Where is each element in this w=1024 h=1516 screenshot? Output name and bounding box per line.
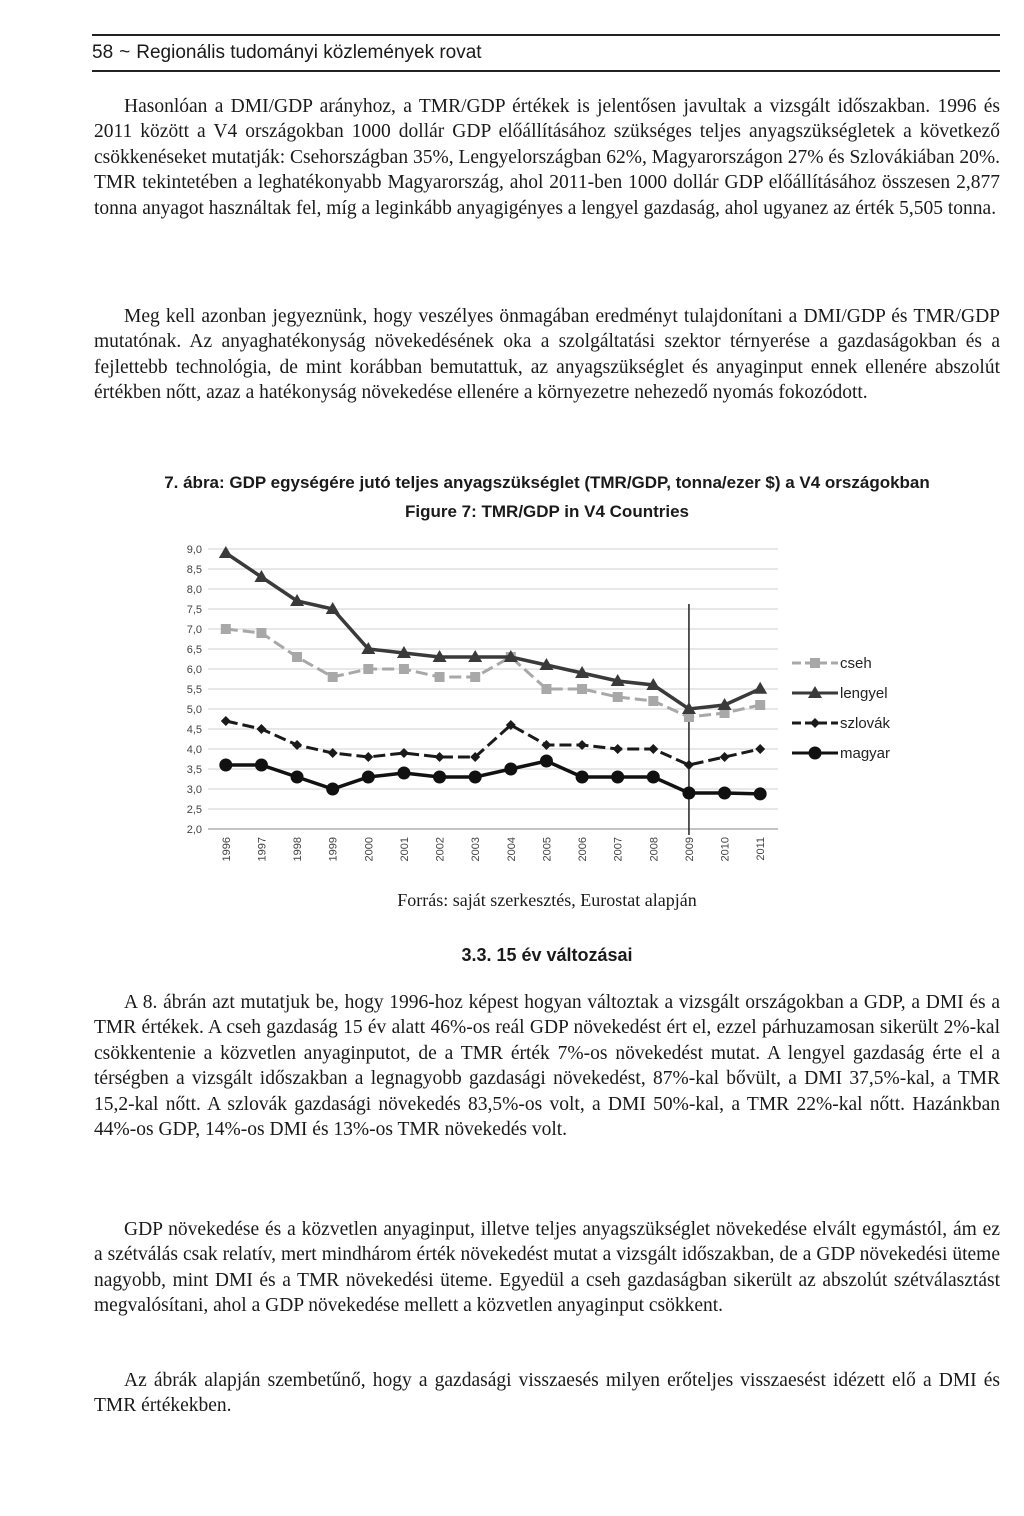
- x-tick-label: 2009: [683, 837, 696, 862]
- x-tick-label: 2002: [434, 837, 447, 862]
- data-point-circle: [362, 771, 375, 784]
- data-point-diamond: [720, 752, 730, 762]
- data-point-diamond: [435, 752, 445, 762]
- x-tick-label: 1999: [327, 837, 340, 862]
- data-point-square: [221, 624, 231, 634]
- series-line-diamond: [226, 721, 760, 765]
- figure-title-hu: 7. ábra: GDP egységére jutó teljes anyagszükséglet (TMR/GDP, tonna/ezer $) a V4 országokban: [164, 473, 930, 492]
- data-point-circle: [540, 755, 553, 768]
- data-point-circle: [433, 771, 446, 784]
- legend-marker-circle: [809, 747, 822, 760]
- x-tick-label: 2005: [541, 837, 554, 862]
- data-point-square: [435, 672, 445, 682]
- y-tick-label: 9,0: [186, 544, 202, 556]
- y-tick-label: 3,5: [186, 764, 202, 776]
- data-point-diamond: [755, 744, 765, 754]
- y-tick-label: 5,5: [186, 684, 202, 696]
- y-tick-label: 8,0: [186, 584, 202, 596]
- data-point-circle: [718, 787, 731, 800]
- legend-label: magyar: [840, 745, 891, 762]
- legend-marker-diamond: [810, 718, 820, 728]
- data-point-square: [755, 700, 765, 710]
- x-tick-label: 2004: [505, 837, 518, 862]
- paragraph-2: Meg kell azonban jegyeznünk, hogy veszélyes önmagában eredményt tulajdonítani a DMI/GDP és TMR/GDP mutatónak. Az anyaghatékonyság növekedésének oka a szolgáltatási szektor térnyerése a gazdaságokban és a fejlettebb technológia, de mint korábban bemutattuk, az anyagszükséglet és anyaginput ennek ellenére abszolút értékben nőtt, azaz a hatékonyság növekedése ellenére a környezetre nehezedő nyomás fokozódott.: [94, 306, 1000, 404]
- x-tick-label: 2011: [755, 837, 768, 861]
- x-tick-label: 1997: [256, 837, 269, 862]
- legend-label: szlovák: [840, 715, 891, 732]
- data-point-circle: [469, 771, 482, 784]
- y-tick-label: 4,5: [186, 724, 202, 736]
- data-point-circle: [754, 787, 767, 800]
- header-separator: ~: [119, 42, 131, 63]
- data-point-circle: [647, 771, 660, 784]
- paragraph-5: Az ábrák alapján szembetűnő, hogy a gazdasági visszaesés milyen erőteljes visszaesést idézett elő a DMI és TMR értékekben.: [94, 1370, 1000, 1417]
- data-point-square: [577, 684, 587, 694]
- x-tick-label: 1998: [292, 837, 305, 862]
- data-point-triangle: [753, 682, 767, 694]
- data-point-circle: [504, 763, 517, 776]
- x-tick-label: 2007: [612, 837, 625, 862]
- data-point-square: [256, 628, 266, 638]
- data-point-circle: [576, 771, 589, 784]
- y-tick-label: 7,0: [186, 624, 202, 636]
- x-tick-label: 2006: [577, 837, 590, 862]
- data-point-diamond: [613, 744, 623, 754]
- data-point-diamond: [221, 716, 231, 726]
- x-tick-label: 2000: [363, 837, 376, 862]
- data-point-square: [399, 664, 409, 674]
- series-line-triangle: [226, 553, 760, 709]
- legend-marker-square: [810, 658, 820, 668]
- paragraph-4: GDP növekedése és a közvetlen anyaginput, illetve teljes anyagszükséglet növekedése elvált egymástól, ám ez a szétválás csak relatív, mert mindhárom érték növekedést mutat a vizsgált időszakban, de a GDP növekedési üteme nagyobb, mint DMI és a TMR növekedési üteme. Egyedül a cseh gazdaságban sikerült az abszolút szétválasztást megvalósítani, ahol a GDP növekedése mellett a közvetlen anyaginput csökkent.: [94, 1219, 1000, 1317]
- data-point-diamond: [256, 724, 266, 734]
- y-tick-label: 6,0: [186, 664, 202, 676]
- legend-label: lengyel: [840, 685, 888, 702]
- section-heading: 3.3. 15 év változásai: [461, 945, 633, 965]
- paragraph-1: Hasonlóan a DMI/GDP arányhoz, a TMR/GDP értékek is jelentősen javultak a vizsgált időszakban. 1996 és 2011 között a V4 országokban 1000 dollár GDP előállításához szükséges teljes anyagszükségletek a következő csökkenéseket mutatják: Csehországban 35%, Lengyelországban 62%, Magyarországon 27% és Szlovákiában 20%. TMR tekintetében a leghatékonyabb Magyarország, ahol 2011-ben 1000 dollár GDP előállításához összesen 2,877 tonna anyagot használtak fel, míg a leginkább anyagigényes a lengyel gazdaság, ahol ugyanez az érték 5,505 tonna.: [94, 96, 1000, 219]
- page-header: [92, 34, 1000, 72]
- data-point-diamond: [363, 752, 373, 762]
- data-point-circle: [326, 783, 339, 796]
- x-tick-label: 2010: [719, 837, 732, 862]
- data-point-square: [292, 652, 302, 662]
- data-point-square: [328, 672, 338, 682]
- data-point-circle: [611, 771, 624, 784]
- y-tick-label: 3,0: [186, 784, 202, 796]
- figure-source: Forrás: saját szerkesztés, Eurostat alapján: [397, 890, 697, 910]
- data-point-square: [470, 672, 480, 682]
- data-point-circle: [682, 787, 695, 800]
- page-number: 58: [92, 42, 114, 63]
- y-tick-label: 8,5: [186, 564, 202, 576]
- data-point-circle: [219, 759, 232, 772]
- tmr-gdp-line-chart: [160, 535, 940, 880]
- data-point-square: [363, 664, 373, 674]
- y-tick-label: 6,5: [186, 644, 202, 656]
- y-tick-label: 7,5: [186, 604, 202, 616]
- y-tick-label: 5,0: [186, 704, 202, 716]
- data-point-circle: [397, 767, 410, 780]
- paragraph-3: A 8. ábrán azt mutatjuk be, hogy 1996-hoz képest hogyan változtak a vizsgált országokban a GDP, a DMI és a TMR értékek. A cseh gazdaság 15 év alatt 46%-os reál GDP növekedést ért el, ezzel párhuzamosan sikerült 2%-kal csökkentenie a közvetlen anyaginputot, de a TMR érték 7%-os növekedést mutat. A lengyel gazdaság érte el a térségben a vizsgált időszakban a legnagyobb gazdasági növekedést, 87%-kal bővült, a DMI 37,5%-kal, a TMR 15,2-kal nőtt. A szlovák gazdasági növekedés 83,5%-os volt, a DMI 50%-kal, a TMR 22%-kal nőtt. Hazánkban 44%-os GDP, 14%-os DMI és 13%-os TMR növekedés volt.: [94, 992, 1000, 1141]
- data-point-circle: [255, 759, 268, 772]
- x-tick-label: 1996: [220, 837, 233, 862]
- x-tick-label: 2008: [648, 837, 661, 862]
- data-point-diamond: [648, 744, 658, 754]
- figure-title-en: Figure 7: TMR/GDP in V4 Countries: [405, 502, 689, 521]
- legend-label: cseh: [840, 655, 872, 672]
- y-tick-label: 2,0: [186, 824, 202, 836]
- x-tick-label: 2003: [470, 837, 483, 862]
- data-point-square: [541, 684, 551, 694]
- data-point-circle: [291, 771, 304, 784]
- journal-section-title: Regionális tudományi közlemények rovat: [136, 42, 482, 63]
- y-tick-label: 2,5: [186, 804, 202, 816]
- data-point-triangle: [219, 546, 233, 558]
- x-tick-label: 2001: [398, 837, 411, 862]
- data-point-square: [613, 692, 623, 702]
- data-point-square: [648, 696, 658, 706]
- y-tick-label: 4,0: [186, 744, 202, 756]
